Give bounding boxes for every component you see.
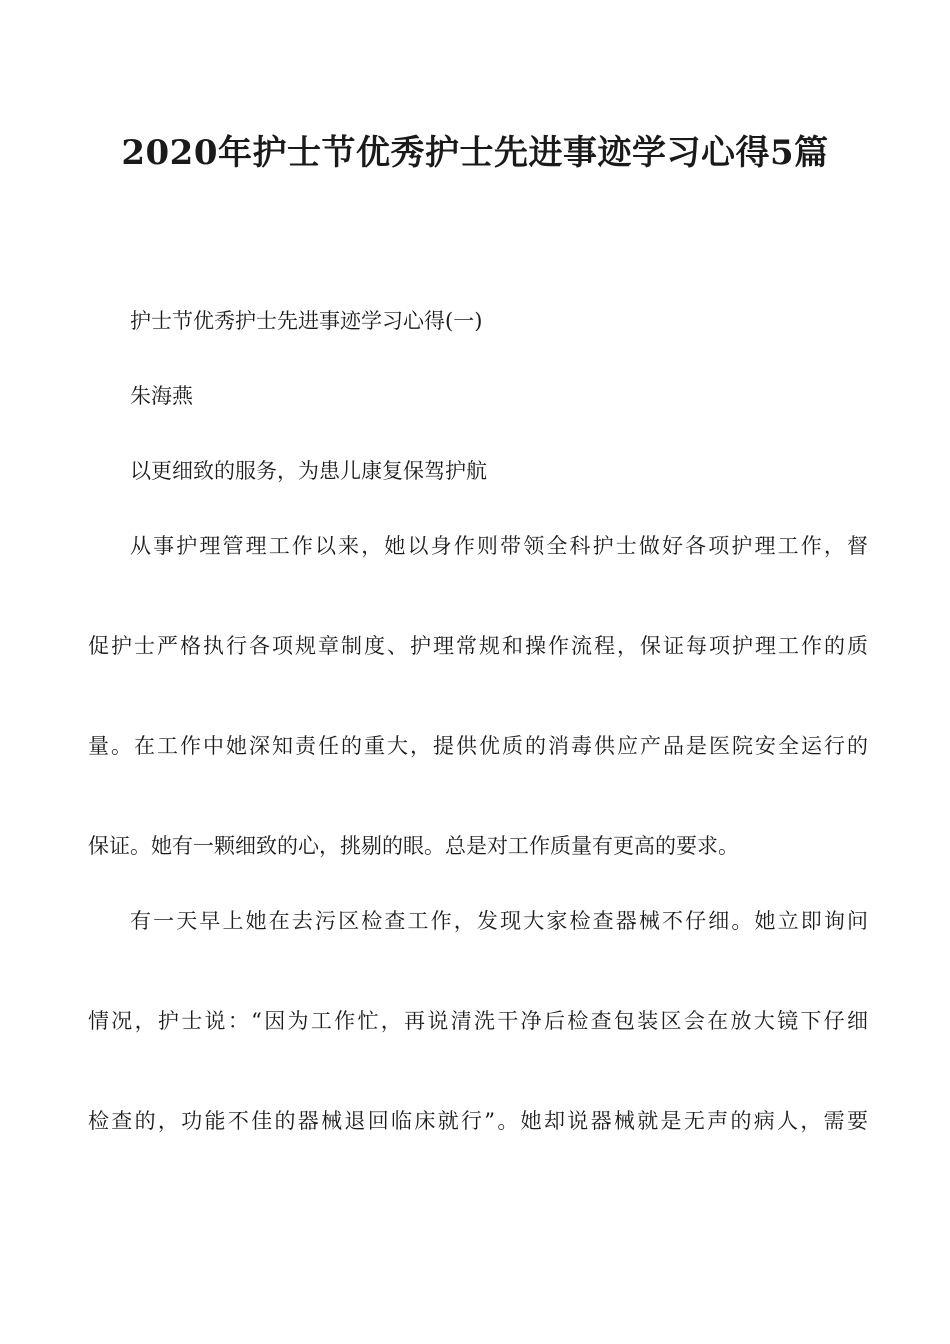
paragraph-line: 情况，护士说：“因为工作忙，再说清洗干净后检查包装区会在放大镜下仔细 xyxy=(88,1009,868,1033)
paragraph-line: 从事护理管理工作以来，她以身作则带领全科护士做好各项护理工作，督 xyxy=(130,534,868,558)
section-subtitle: 以更细致的服务，为患儿康复保驾护航 xyxy=(130,459,487,483)
paragraph-line: 促护士严格执行各项规章制度、护理常规和操作流程，保证每项护理工作的质 xyxy=(88,634,868,658)
paragraph-line: 保证。她有一颗细致的心，挑剔的眼。总是对工作质量有更高的要求。 xyxy=(88,834,739,858)
author-name: 朱海燕 xyxy=(130,384,193,408)
document-title: 2020年护士节优秀护士先进事迹学习心得5篇 xyxy=(121,133,829,173)
paragraph-line: 量。在工作中她深知责任的重大，提供优质的消毒供应产品是医院安全运行的 xyxy=(88,734,868,758)
paragraph-line: 检查的，功能不佳的器械退回临床就行”。她却说器械就是无声的病人，需要 xyxy=(88,1109,868,1133)
section-heading: 护士节优秀护士先进事迹学习心得(一) xyxy=(130,309,483,333)
paragraph-line: 有一天早上她在去污区检查工作，发现大家检查器械不仔细。她立即询问 xyxy=(130,909,868,933)
